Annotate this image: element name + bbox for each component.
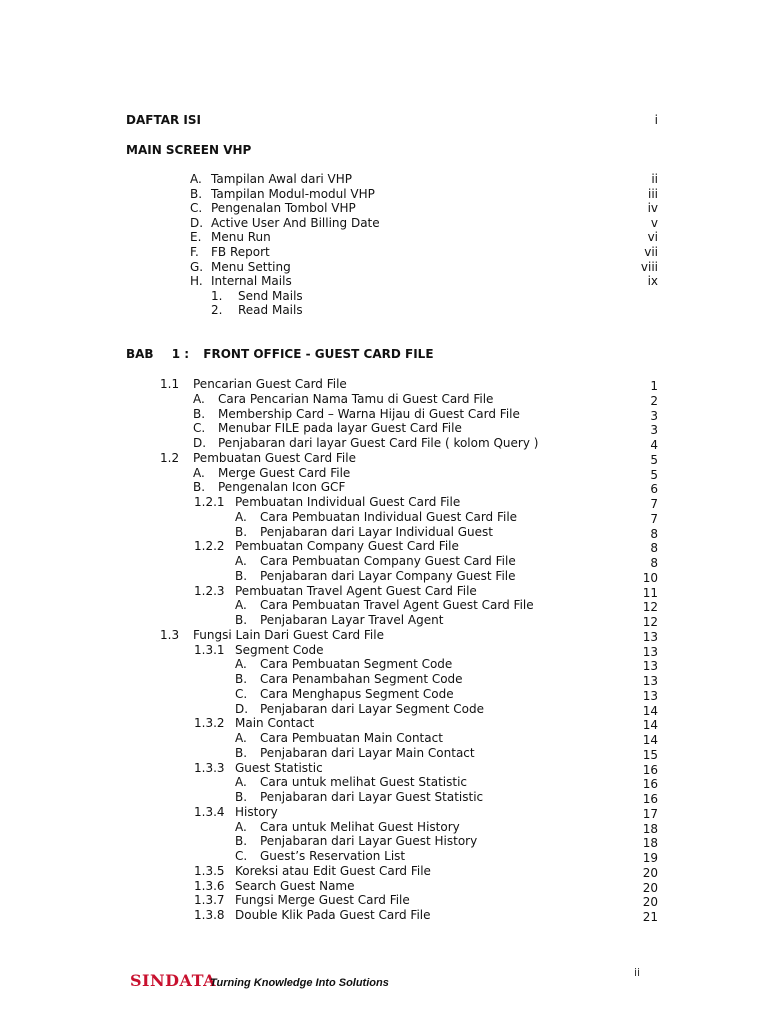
entry-page-number: 3 xyxy=(650,408,658,423)
entry-text: Menu Run xyxy=(211,230,271,245)
entry-page-number: 3 xyxy=(650,423,658,438)
entry-text: Penjabaran dari Layar Main Contact xyxy=(260,745,475,760)
toc-entry xyxy=(235,702,484,717)
entry-letter: C. xyxy=(190,201,203,216)
toc-entry xyxy=(160,451,356,466)
entry-page-number: 16 xyxy=(642,777,658,792)
entry-number: 1.3.7 xyxy=(194,893,225,908)
entry-number: 1.3.5 xyxy=(194,863,225,878)
entry-number: 1.3.4 xyxy=(194,804,225,819)
entry-text: Penjabaran dari Layar Company Guest File xyxy=(260,568,516,583)
toc-entry xyxy=(160,377,347,392)
toc-entry xyxy=(194,908,431,923)
toc-entry xyxy=(193,421,462,436)
entry-text: Pembuatan Guest Card File xyxy=(193,450,356,465)
entry-text: Pengenalan Tombol VHP xyxy=(211,201,356,216)
toc-entry xyxy=(235,510,517,525)
toc-entry xyxy=(194,761,323,776)
entry-text: Membership Card – Warna Hijau di Guest Card File xyxy=(218,406,520,421)
entry-number: B. xyxy=(235,613,248,627)
entry-page-number: 16 xyxy=(642,762,658,777)
entry-number: A. xyxy=(235,554,247,568)
entry-text: Main Contact xyxy=(235,716,315,731)
entry-page-number: 11 xyxy=(642,585,658,600)
entry-letter: G. xyxy=(190,259,204,274)
entry-number: A. xyxy=(193,391,205,406)
entry-text: Cara Penambahan Segment Code xyxy=(260,672,463,686)
toc-entry xyxy=(194,879,355,894)
toc-entry xyxy=(194,584,477,599)
entry-page-number: 21 xyxy=(642,910,658,924)
toc-entry xyxy=(235,569,516,584)
toc-entry xyxy=(235,775,467,790)
entry-page-number: 14 xyxy=(642,703,658,718)
entry-number: 1.3.6 xyxy=(194,878,225,893)
entry-text: Cara Pembuatan Travel Agent Guest Card File xyxy=(260,598,534,613)
entry-text: Penjabaran dari Layar Individual Guest xyxy=(260,524,493,539)
entry-page-number: 2 xyxy=(650,393,658,408)
entry-text: Penjabaran Layar Travel Agent xyxy=(260,613,444,627)
entry-text: Penjabaran dari Layar Guest History xyxy=(260,834,478,849)
toc-entry xyxy=(235,746,475,761)
entry-letter: B. xyxy=(190,186,203,201)
entry-number: B. xyxy=(235,568,248,583)
entry-page-number: 12 xyxy=(642,600,658,615)
entry-number: B. xyxy=(235,672,248,686)
toc-page-daftar-isi: i xyxy=(654,113,658,127)
entry-page-number: vii xyxy=(644,245,658,259)
toc-entry xyxy=(193,392,493,407)
toc-entry xyxy=(194,539,459,554)
entry-number: B. xyxy=(235,745,248,760)
entry-page-number: ix xyxy=(647,274,658,289)
entry-number: A. xyxy=(235,657,247,672)
footer-tagline: Turning Knowledge Into Solutions xyxy=(210,977,389,989)
toc-entry xyxy=(193,480,345,495)
entry-number: C. xyxy=(193,421,206,436)
entry-page-number: iii xyxy=(647,186,658,201)
entry-text: Koreksi atau Edit Guest Card File xyxy=(235,863,431,878)
toc-entry xyxy=(235,849,405,864)
entry-number: D. xyxy=(235,701,249,716)
entry-number: 1.3.1 xyxy=(194,642,225,657)
entry-number: B. xyxy=(193,406,206,421)
entry-number: 1.2 xyxy=(160,450,180,465)
toc-entry xyxy=(235,834,477,849)
entry-text: Cara Pembuatan Segment Code xyxy=(260,657,453,672)
bab-title: FRONT OFFICE - GUEST CARD FILE xyxy=(203,347,434,361)
entry-text: Tampilan Awal dari VHP xyxy=(211,172,353,186)
entry-letter: A. xyxy=(190,172,202,186)
entry-text: Penjabaran dari layar Guest Card File ( kolom Query ) xyxy=(218,436,539,450)
toc-entry xyxy=(190,187,375,202)
entry-page-number: 10 xyxy=(642,570,658,585)
entry-text: Cara untuk melihat Guest Statistic xyxy=(260,775,467,790)
bab-number: 1 : xyxy=(171,347,190,361)
entry-number: 1.2.2 xyxy=(194,539,225,554)
entry-letter: E. xyxy=(190,230,202,245)
entry-text: Cara Pembuatan Main Contact xyxy=(260,731,443,745)
entry-text: Menubar FILE pada layar Guest Card File xyxy=(218,421,462,436)
subentry-number: 2. xyxy=(211,303,223,318)
entry-page-number: v xyxy=(650,215,658,230)
footer-page-number: ii xyxy=(634,966,641,979)
entry-number: B. xyxy=(235,834,248,849)
entry-number: 1.3.3 xyxy=(194,760,225,775)
entry-text: Pembuatan Company Guest Card File xyxy=(235,539,459,554)
toc-entry xyxy=(160,628,384,643)
entry-text: Pencarian Guest Card File xyxy=(193,377,347,391)
toc-entry xyxy=(193,436,538,451)
toc-entry xyxy=(235,598,534,613)
entry-text: Penjabaran dari Layar Guest Statistic xyxy=(260,790,484,804)
entry-number: D. xyxy=(193,436,207,450)
entry-text: Fungsi Merge Guest Card File xyxy=(235,893,410,908)
entry-page-number: 20 xyxy=(642,865,658,880)
toc-entry xyxy=(190,172,352,187)
toc-heading-main-screen: MAIN SCREEN VHP xyxy=(126,143,252,157)
entry-page-number: 18 xyxy=(642,836,658,851)
entry-number: 1.3.2 xyxy=(194,716,225,731)
bab-1-heading xyxy=(126,347,434,362)
entry-text: History xyxy=(235,804,278,819)
subentry-number: 1. xyxy=(211,288,223,303)
entry-page-number: 14 xyxy=(642,718,658,733)
entry-text: Cara untuk Melihat Guest History xyxy=(260,819,460,834)
entry-number: A. xyxy=(235,731,247,745)
entry-text: Segment Code xyxy=(235,642,324,657)
entry-text: Menu Setting xyxy=(211,259,291,274)
entry-text: Merge Guest Card File xyxy=(218,465,351,480)
entry-page-number: 8 xyxy=(650,526,658,541)
entry-number: A. xyxy=(235,598,247,613)
entry-number: B. xyxy=(235,790,248,804)
entry-text: Pengenalan Icon GCF xyxy=(218,480,346,495)
entry-page-number: 7 xyxy=(650,497,658,511)
toc-entry xyxy=(193,407,520,422)
toc-entry xyxy=(235,657,452,672)
toc-entry xyxy=(190,245,270,260)
entry-page-number: 13 xyxy=(642,644,658,659)
toc-subentry xyxy=(211,303,303,318)
entry-letter: H. xyxy=(190,274,203,289)
toc-entry xyxy=(194,805,278,820)
entry-number: C. xyxy=(235,849,248,863)
entry-page-number: viii xyxy=(640,259,658,274)
entry-page-number: 15 xyxy=(642,747,658,762)
entry-letter: F. xyxy=(190,245,199,259)
entry-text: Cara Menghapus Segment Code xyxy=(260,686,454,701)
entry-page-number: 4 xyxy=(650,438,658,452)
entry-page-number: 13 xyxy=(642,659,658,674)
toc-entry xyxy=(194,495,460,510)
entry-page-number: 13 xyxy=(642,688,658,703)
entry-page-number: 5 xyxy=(650,467,658,482)
entry-page-number: 13 xyxy=(642,629,658,644)
toc-entry xyxy=(193,466,350,481)
entry-text: Active User And Billing Date xyxy=(211,215,380,230)
entry-number: A. xyxy=(235,819,247,834)
toc-heading-daftar-isi: DAFTAR ISI xyxy=(126,113,201,127)
toc-entry xyxy=(190,260,291,275)
entry-number: A. xyxy=(193,465,205,480)
entry-page-number: 6 xyxy=(650,482,658,497)
entry-text: Tampilan Modul-modul VHP xyxy=(211,186,375,201)
toc-entry xyxy=(190,230,271,245)
toc-entry xyxy=(235,525,493,540)
entry-number: B. xyxy=(193,480,206,495)
entry-text: Internal Mails xyxy=(211,274,292,289)
toc-entry xyxy=(194,716,314,731)
entry-page-number: 8 xyxy=(650,556,658,570)
entry-number: A. xyxy=(235,775,247,790)
entry-page-number: 20 xyxy=(642,895,658,910)
entry-number: 1.2.1 xyxy=(194,495,225,509)
entry-page-number: 7 xyxy=(650,511,658,526)
toc-entry xyxy=(190,216,380,231)
entry-text: Cara Pembuatan Individual Guest Card File xyxy=(260,509,518,524)
entry-page-number: 5 xyxy=(650,452,658,467)
toc-entry xyxy=(235,672,463,687)
entry-page-number: 20 xyxy=(642,880,658,895)
entry-page-number: vi xyxy=(647,230,658,245)
bab-label: BAB xyxy=(126,347,154,361)
entry-number: 1.3.8 xyxy=(194,908,225,922)
entry-page-number: 16 xyxy=(642,792,658,806)
entry-number: B. xyxy=(235,524,248,539)
toc-entry xyxy=(190,201,356,216)
entry-page-number: 14 xyxy=(642,733,658,747)
entry-page-number: 8 xyxy=(650,541,658,556)
toc-entry xyxy=(235,687,454,702)
entry-letter: D. xyxy=(190,215,204,230)
entry-text: Pembuatan Individual Guest Card File xyxy=(235,495,461,509)
subentry-text: Read Mails xyxy=(238,303,303,318)
sindata-logo: SINDATA xyxy=(130,971,217,990)
entry-text: Fungsi Lain Dari Guest Card File xyxy=(193,627,384,642)
entry-number: 1.1 xyxy=(160,377,180,391)
toc-entry xyxy=(194,864,431,879)
entry-number: 1.3 xyxy=(160,627,180,642)
toc-entry xyxy=(190,274,292,289)
entry-text: Penjabaran dari Layar Segment Code xyxy=(260,701,484,716)
entry-page-number: 19 xyxy=(642,851,658,865)
toc-entry xyxy=(235,613,443,628)
entry-text: Guest’s Reservation List xyxy=(260,849,406,863)
subentry-text: Send Mails xyxy=(238,288,303,303)
entry-page-number: 1 xyxy=(650,379,658,393)
entry-text: Pembuatan Travel Agent Guest Card File xyxy=(235,583,477,598)
entry-text: Guest Statistic xyxy=(235,760,323,775)
toc-subentry xyxy=(211,289,303,304)
entry-text: Search Guest Name xyxy=(235,878,355,893)
entry-text: Cara Pencarian Nama Tamu di Guest Card File xyxy=(218,391,494,406)
entry-page-number: 13 xyxy=(642,674,658,688)
entry-number: A. xyxy=(235,509,247,524)
entry-text: Double Klik Pada Guest Card File xyxy=(235,908,431,922)
entry-number: 1.2.3 xyxy=(194,583,225,598)
entry-page-number: 18 xyxy=(642,821,658,836)
entry-page-number: iv xyxy=(647,201,658,216)
entry-number: C. xyxy=(235,686,248,701)
entry-text: FB Report xyxy=(211,245,270,259)
toc-entry xyxy=(235,820,460,835)
toc-entry xyxy=(235,554,516,569)
toc-entry xyxy=(235,731,443,746)
toc-entry xyxy=(194,893,410,908)
toc-entry xyxy=(194,643,324,658)
entry-page-number: 12 xyxy=(642,615,658,629)
entry-text: Cara Pembuatan Company Guest Card File xyxy=(260,554,516,568)
toc-entry xyxy=(235,790,483,805)
entry-page-number: 17 xyxy=(642,806,658,821)
entry-page-number: ii xyxy=(651,172,658,186)
